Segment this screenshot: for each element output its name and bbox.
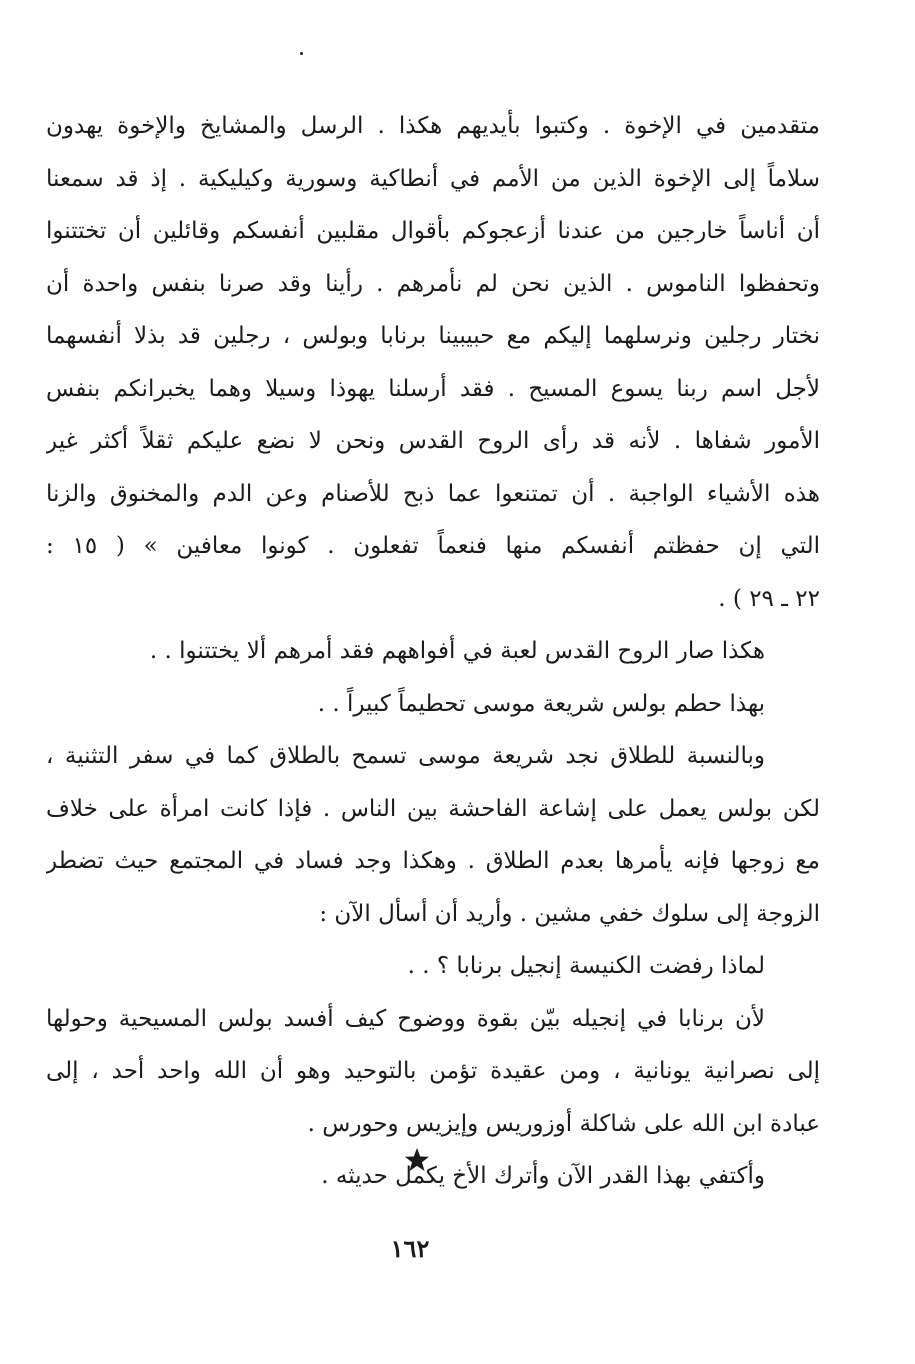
text-line: لماذا رفضت الكنيسة إنجيل برنابا ؟ . . bbox=[407, 953, 765, 979]
text-line: مع زوجها فإنه يأمرها بعدم الطلاق . وهكذا وجد فساد في المجتمع حيث تضطر bbox=[46, 848, 820, 874]
text-line: لكن بولس يعمل على إشاعة الفاحشة بين الناس . فإذا كانت امرأة على خلاف bbox=[46, 795, 820, 822]
text-line: هذه الأشياء الواجبة . أن تمتنعوا عما ذبح للأصنام وعن الدم والمخنوق والزنا bbox=[46, 480, 820, 507]
text-line: إلى نصرانية يونانية ، ومن عقيدة تؤمن بالتوحيد وهو أن الله واحد أحد ، إلى bbox=[46, 1058, 820, 1084]
page-number: ١٦٢ bbox=[390, 1234, 430, 1263]
text-line: نختار رجلين ونرسلهما إليكم مع حبيبينا برنابا وبولس ، رجلين قد بذلا أنفسهما bbox=[46, 323, 820, 349]
text-line: سلاماً إلى الإخوة الذين من الأمم في أنطاكية وسورية وكيليكية . إذ قد سمعنا bbox=[46, 165, 820, 192]
text-line: الأمور شفاها . لأنه قد رأى الروح القدس ونحن لا نضع عليكم ثقلاً أكثر غير bbox=[46, 428, 820, 454]
ink-dot bbox=[300, 52, 303, 55]
text-line: لأن برنابا في إنجيله بيّن بقوة ووضوح كيف أفسد بولس المسيحية وحولها bbox=[46, 1005, 765, 1032]
text-line: متقدمين في الإخوة . وكتبوا بأيديهم هكذا . الرسل والمشايخ والإخوة يهدون bbox=[46, 113, 820, 139]
text-line: وبالنسبة للطلاق نجد شريعة موسى تسمح بالطلاق كما في سفر التثنية ، bbox=[46, 743, 765, 769]
text-line: بهذا حطم بولس شريعة موسى تحطيماً كبيراً . . bbox=[317, 690, 765, 717]
text-line: عبادة ابن الله على شاكلة أوزوريس وإيزيس وحورس . bbox=[307, 1110, 820, 1137]
star-icon bbox=[404, 1147, 430, 1173]
text-line: لأجل اسم ربنا يسوع المسيح . فقد أرسلنا يهوذا وسيلا وهما يخبرانكم بنفس bbox=[46, 375, 820, 402]
text-line: ٢٢ ـ ٢٩ ) . bbox=[718, 585, 820, 612]
text-line: الزوجة إلى سلوك خفي مشين . وأريد أن أسأل الآن : bbox=[319, 900, 820, 927]
body-text bbox=[46, 100, 820, 1203]
text-line: هكذا صار الروح القدس لعبة في أفواههم فقد أمرهم ألا يختتنوا . . bbox=[149, 638, 765, 664]
text-line: التي إن حفظتم أنفسكم منها فنعماً تفعلون . كونوا معافين » ( ١٥ : bbox=[46, 533, 820, 559]
text-line: أن أناساً خارجين من عندنا أزعجوكم بأقوال مقلبين أنفسكم وقائلين أن تختتنوا bbox=[46, 218, 820, 244]
text-line: وأكتفي بهذا القدر الآن وأترك الأخ يكمل حديثه . bbox=[321, 1163, 765, 1189]
text-line: وتحفظوا الناموس . الذين نحن لم نأمرهم . رأينا وقد صرنا بنفس واحدة أن bbox=[46, 270, 820, 297]
